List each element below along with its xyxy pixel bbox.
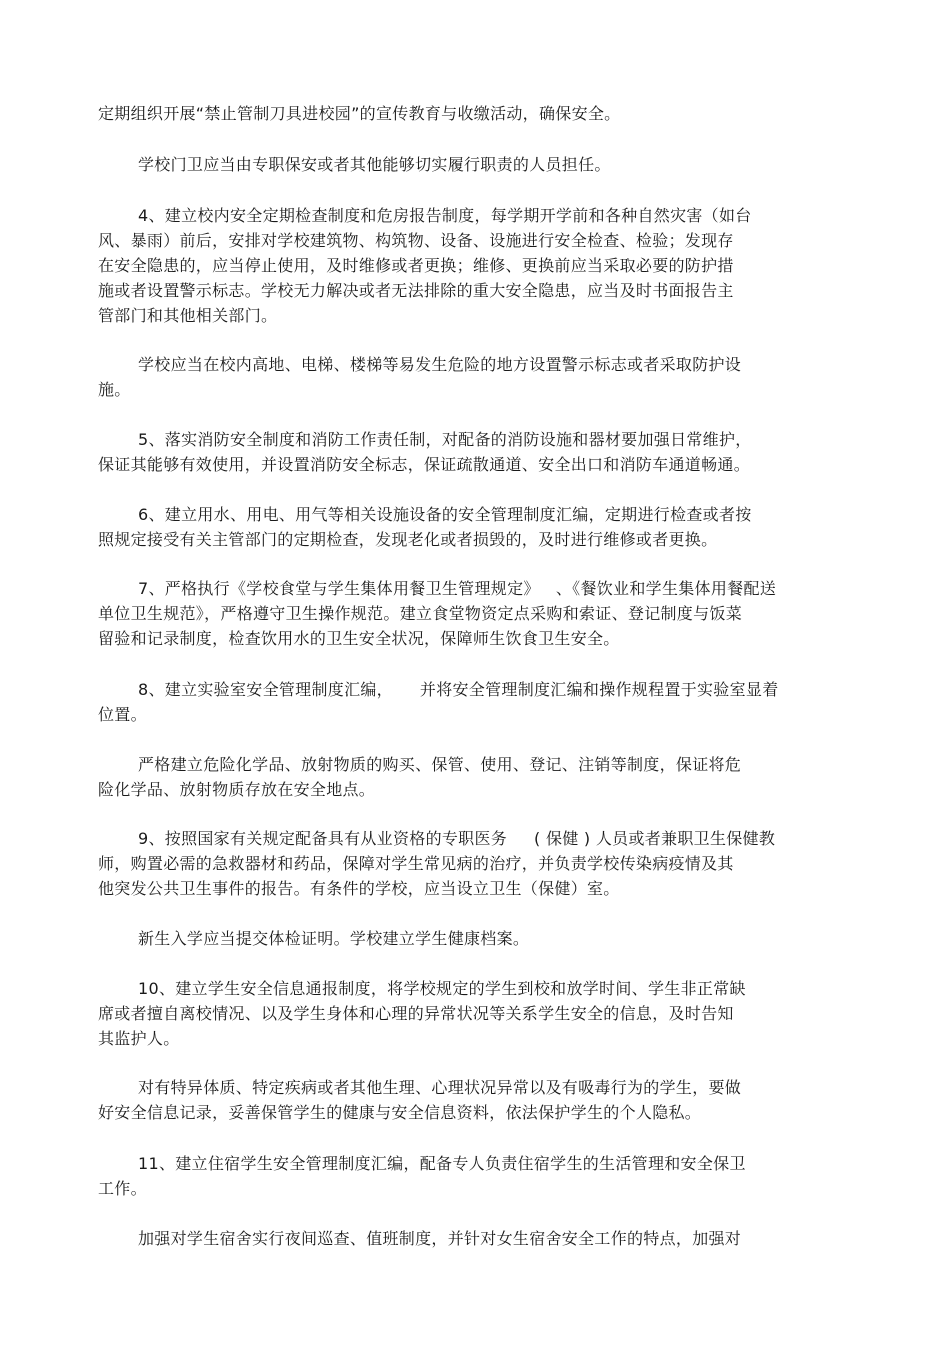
text-line: 8、建立实验室安全管理制度汇编， 并将安全管理制度汇编和操作规程置于实验室显着	[138, 680, 779, 699]
text-line: 保证其能够有效使用，并设置消防安全标志，保证疏散通道、安全出口和消防车通道畅通。	[98, 455, 751, 474]
paragraph	[98, 677, 838, 727]
text-line: 定期组织开展“禁止管制刀具进校园”的宣传教育与收缴活动，确保安全。	[98, 104, 621, 123]
paragraph	[98, 1151, 838, 1201]
text-line: 施。	[98, 380, 131, 399]
paragraph	[98, 1226, 838, 1251]
text-line: 11、建立住宿学生安全管理制度汇编，配备专人负责住宿学生的生活管理和安全保卫	[138, 1154, 746, 1173]
text-line: 6、建立用水、用电、用气等相关设施设备的安全管理制度汇编，定期进行检查或者按	[138, 505, 752, 524]
text-line: 险化学品、放射物质存放在安全地点。	[98, 780, 376, 799]
text-line: 施或者设置警示标志。学校无力解决或者无法排除的重大安全隐患，应当及时书面报告主	[98, 281, 734, 300]
paragraph	[98, 203, 838, 328]
text-line: 好安全信息记录，妥善保管学生的健康与安全信息资料，依法保护学生的个人隐私。	[98, 1103, 702, 1122]
text-line: 风、暴雨）前后，安排对学校建筑物、构筑物、设备、设施进行安全检查、检验；发现存	[98, 231, 734, 250]
text-line: 学校门卫应当由专职保安或者其他能够切实履行职责的人员担任。	[138, 155, 611, 174]
paragraph	[98, 576, 838, 651]
text-line: 照规定接受有关主管部门的定期检查，发现老化或者损毁的，及时进行维修或者更换。	[98, 530, 718, 549]
text-line: 加强对学生宿舍实行夜间巡查、值班制度，并针对女生宿舍安全工作的特点，加强对	[138, 1229, 742, 1248]
text-line: 管部门和其他相关部门。	[98, 306, 278, 325]
paragraph	[98, 101, 838, 126]
text-line: 10、建立学生安全信息通报制度，将学校规定的学生到校和放学时间、学生非正常缺	[138, 979, 746, 998]
text-line: 对有特异体质、特定疾病或者其他生理、心理状况异常以及有吸毒行为的学生，要做	[138, 1078, 742, 1097]
text-line: 工作。	[98, 1179, 147, 1198]
text-line: 5、落实消防安全制度和消防工作责任制，对配备的消防设施和器材要加强日常维护，	[138, 430, 752, 449]
text-line: 师，购置必需的急救器材和药品，保障对学生常见病的治疗，并负责学校传染病疫情及其	[98, 854, 734, 873]
text-line: 他突发公共卫生事件的报告。有条件的学校，应当设立卫生（保健）室。	[98, 879, 620, 898]
paragraph	[98, 926, 838, 951]
paragraph	[98, 502, 838, 552]
text-line: 7、严格执行《学校食堂与学生集体用餐卫生管理规定》 、《餐饮业和学生集体用餐配送	[138, 579, 777, 598]
text-line: 位置。	[98, 705, 147, 724]
text-line: 学校应当在校内高地、电梯、楼梯等易发生危险的地方设置警示标志或者采取防护设	[138, 355, 742, 374]
paragraph	[98, 352, 838, 402]
text-line: 席或者擅自离校情况、以及学生身体和心理的异常状况等关系学生安全的信息，及时告知	[98, 1004, 734, 1023]
text-line: 留验和记录制度，检查饮用水的卫生安全状况，保障师生饮食卫生安全。	[98, 629, 620, 648]
paragraph	[98, 976, 838, 1051]
text-line: 在安全隐患的，应当停止使用，及时维修或者更换；维修、更换前应当采取必要的防护措	[98, 256, 734, 275]
paragraph	[98, 1075, 838, 1125]
text-line: 严格建立危险化学品、放射物质的购买、保管、使用、登记、注销等制度，保证将危	[138, 755, 742, 774]
text-line: 4、建立校内安全定期检查制度和危房报告制度，每学期开学前和各种自然灾害（如台	[138, 206, 752, 225]
paragraph	[98, 752, 838, 802]
text-line: 新生入学应当提交体检证明。学校建立学生健康档案。	[138, 929, 530, 948]
paragraph	[98, 427, 838, 477]
text-line: 单位卫生规范》，严格遵守卫生操作规范。建立食堂物资定点采购和索证、登记制度与饭菜	[98, 604, 743, 623]
paragraph	[98, 826, 838, 901]
paragraph	[98, 152, 838, 177]
text-line: 其监护人。	[98, 1029, 180, 1048]
text-line: 9、按照国家有关规定配备具有从业资格的专职医务 ( 保健 ) 人员或者兼职卫生保健教	[138, 829, 776, 848]
